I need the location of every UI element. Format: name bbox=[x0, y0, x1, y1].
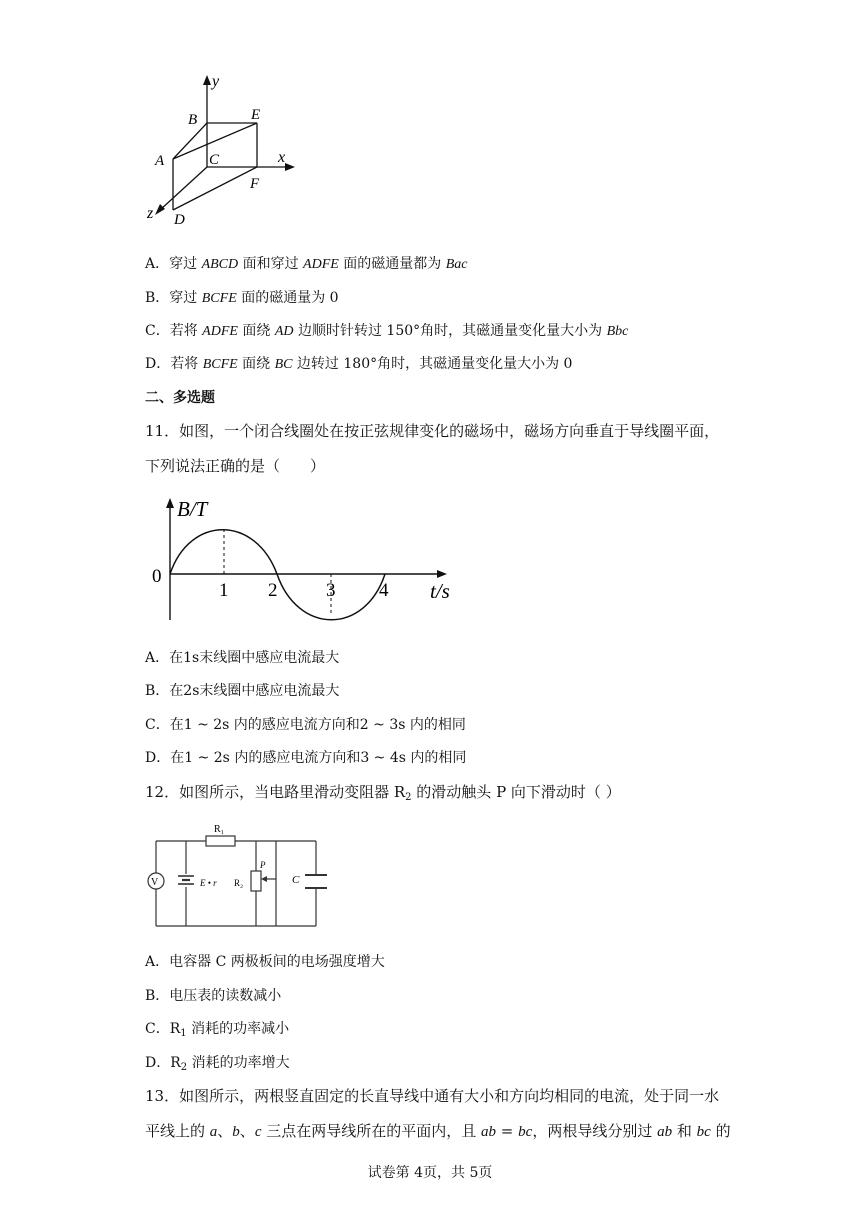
graph-xlabel: t/s bbox=[430, 579, 450, 603]
r2-label: R₂ bbox=[234, 878, 244, 888]
page-footer: 试卷第 4页，共 5页 bbox=[367, 1165, 493, 1181]
q12-option-a: A．电容器 C 两极板间的电场强度增大 bbox=[145, 954, 385, 970]
q13-stem-line1: 13．如图所示，两根竖直固定的长直导线中通有大小和方向均相同的电流，处于同一水 bbox=[145, 1087, 720, 1105]
graph-tick-2: 2 bbox=[268, 580, 278, 601]
graph-ylabel: B/T bbox=[177, 497, 208, 521]
label-x: x bbox=[278, 149, 286, 166]
circuit-diagram bbox=[140, 818, 340, 933]
graph-tick-1: 1 bbox=[219, 580, 229, 601]
r1-resistor bbox=[206, 836, 235, 846]
graph-tick-4: 4 bbox=[379, 580, 389, 601]
q10-option-d: D．若将 BCFE 面绕 BC 边转过 180°角时，其磁通量变化量大小为 0 bbox=[145, 356, 573, 372]
q12-option-d: D．$R_2$ 消耗的功率增大 bbox=[145, 1055, 290, 1073]
label-F: F bbox=[250, 176, 260, 192]
label-B: B bbox=[188, 112, 198, 128]
q12-option-c: C．$R_1$ 消耗的功率减小 bbox=[145, 1021, 290, 1039]
label-E: E bbox=[251, 107, 261, 123]
q12-stem: 12．如图所示，当电路里滑动变阻器 $R_2$ 的滑动触头 P 向下滑动时（ ） bbox=[145, 783, 621, 803]
q12-option-b: B．电压表的读数减小 bbox=[145, 988, 282, 1004]
q11-option-a: A．在1s末线圈中感应电流最大 bbox=[145, 650, 340, 666]
r2-rheostat bbox=[251, 871, 261, 891]
label-A: A bbox=[155, 153, 165, 169]
q10-option-a: A．穿过 ABCD 面和穿过 ADFE 面的磁通量都为 Bac bbox=[145, 256, 468, 272]
label-C: C bbox=[209, 152, 220, 168]
q10-option-b: B．穿过 BCFE 面的磁通量为 0 bbox=[145, 290, 339, 306]
q13-stem-line2: 平线上的 a、b、c 三点在两导线所在的平面内，且 ab = bc，两根导线分别过 ab 和 bc 的 bbox=[145, 1122, 731, 1140]
cuboid-figure bbox=[140, 70, 310, 230]
q10-option-c: C．若将 ADFE 面绕 AD 边顺时针转过 150°角时，其磁通量变化量大小为 Bbc bbox=[145, 323, 629, 339]
slider-p-label: P bbox=[260, 860, 266, 870]
section-title: 二、多选题 bbox=[145, 390, 215, 406]
graph-tick-3: 3 bbox=[326, 580, 336, 601]
label-D: D bbox=[174, 212, 185, 228]
sine-curve bbox=[170, 530, 385, 620]
battery-label: E • r bbox=[200, 878, 217, 888]
label-z: z bbox=[147, 205, 154, 222]
q11-option-c: C．在1 ~ 2s 内的感应电流方向和2 ~ 3s 内的相同 bbox=[145, 717, 466, 733]
q11-stem-line2: 下列说法正确的是（ ） bbox=[145, 457, 326, 475]
q11-option-d: D．在1 ~ 2s 内的感应电流方向和3 ~ 4s 内的相同 bbox=[145, 750, 467, 766]
sine-b-t-graph bbox=[140, 490, 470, 630]
voltmeter-label: V bbox=[151, 877, 159, 888]
q11-option-b: B．在2s末线圈中感应电流最大 bbox=[145, 683, 340, 699]
label-y: y bbox=[212, 73, 220, 90]
capacitor-label: C bbox=[292, 874, 300, 886]
q11-stem-line1: 11．如图，一个闭合线圈处在按正弦规律变化的磁场中，磁场方向垂直于导线圈平面， bbox=[145, 422, 720, 440]
r1-label: R₁ bbox=[214, 824, 225, 835]
graph-origin: 0 bbox=[152, 566, 162, 587]
